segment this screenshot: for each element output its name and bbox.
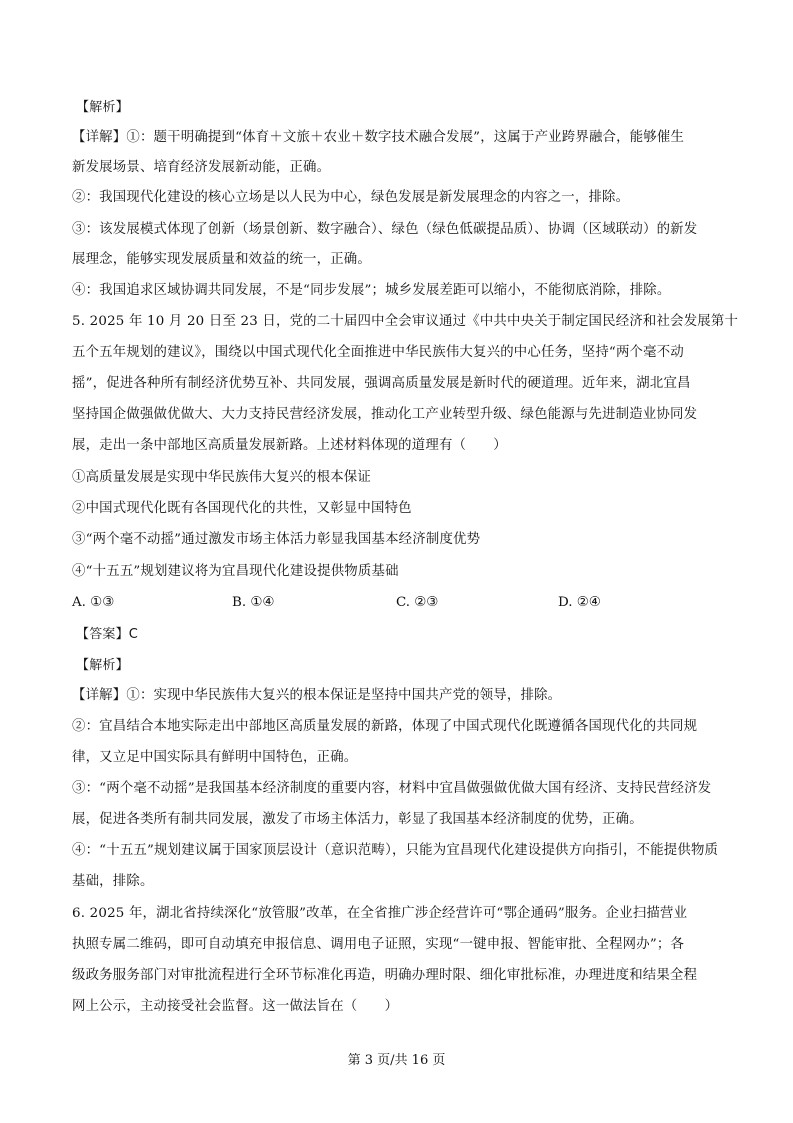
- q5-item-4: ④“十五五”规划建议将为宜昌现代化建设提供物质基础: [72, 564, 399, 579]
- q5-stem-line-3: 摇”，促进各种所有制经济优势互补、共同发展，强调高质量发展是新时代的硬道理。近年来，湖北宜昌: [72, 376, 691, 391]
- q5-stem-line-5: 展，走出一条中部地区高质量发展新路。上述材料体现的道理有（ ）: [72, 438, 507, 453]
- q4-detail-4: ④：我国追求区域协调共同发展，不是“同步发展”；城乡发展差距可以缩小，不能彻底消除，排除。: [72, 283, 671, 298]
- q4-detail-1: 【详解】①：题干明确提到“体育＋文旅＋农业＋数字技术融合发展”，这属于产业跨界融合，能够催生: [72, 130, 685, 145]
- page-number-footer: 第 3 页/共 16 页: [347, 1053, 446, 1068]
- q5-answer: 【答案】C: [76, 627, 139, 642]
- q5-item-3: ③“两个毫不动摇”通过激发市场主体活力彰显我国基本经济制度优势: [72, 532, 481, 547]
- q5-detail-3: ③：“两个毫不动摇”是我国基本经济制度的重要内容，材料中宜昌做强做优做大国有经济、支持民营经济发: [72, 781, 712, 796]
- q4-detail-2: ②：我国现代化建设的核心立场是以人民为中心，绿色发展是新发展理念的内容之一，排除。: [72, 190, 630, 205]
- q6-stem-line-4: 网上公示，主动接受社会监督。这一做法旨在（ ）: [72, 999, 399, 1014]
- q5-stem-line-1: 5. 2025 年 10 月 20 日至 23 日，党的二十届四中全会审议通过《中共中央关于制定国民经济和社会发展第十: [72, 314, 739, 329]
- q4-detail-3: ③：该发展模式体现了创新（场景创新、数字融合）、绿色（绿色低碳提品质）、协调（区域联动）的新发: [72, 222, 698, 237]
- q6-stem-line-3: 级政务服务部门对审批流程进行全环节标准化再造，明确办理时限、细化审批标准，办理进度和结果全程: [72, 968, 698, 983]
- q5-item-1: ①高质量发展是实现中华民族伟大复兴的根本保证: [72, 470, 371, 485]
- q5-detail-2-cont: 律，又立足中国实际具有鲜明中国特色，正确。: [72, 750, 358, 765]
- q5-option-a: A. ①③: [72, 595, 115, 610]
- q5-stem-line-4: 坚持国企做强做优做大、大力支持民营经济发展，推动化工产业转型升级、绿色能源与先进制造业协同发: [72, 407, 698, 422]
- q4-detail-3-cont: 展理念，能够实现发展质量和效益的统一，正确。: [72, 252, 371, 267]
- q5-option-b: B. ①④: [232, 595, 275, 610]
- q6-stem-line-1: 6. 2025 年，湖北省持续深化“放管服”改革，在全省推广涉企经营许可“鄂企通码”服务。企业扫描营业: [72, 906, 688, 921]
- q6-stem-line-2: 执照专属二维码，即可自动填充申报信息、调用电子证照，实现“一键申报、智能审批、全程网办”；各: [72, 937, 685, 952]
- q4-analysis-label: 【解析】: [76, 100, 129, 115]
- q5-detail-4: ④：“十五五”规划建议属于国家顶层设计（意识范畴），只能为宜昌现代化建设提供方向指引，不能提供物质: [72, 843, 719, 858]
- q5-detail-3-cont: 展，促进各类所有制共同发展，激发了市场主体活力，彰显了我国基本经济制度的优势，正确。: [72, 812, 643, 827]
- q5-analysis-label: 【解析】: [76, 658, 129, 673]
- q5-stem-line-2: 五个五年规划的建议》，围绕以中国式现代化全面推进中华民族伟大复兴的中心任务，坚持“两个毫不动: [72, 345, 684, 360]
- q5-option-d: D. ②④: [558, 595, 601, 610]
- q5-item-2: ②中国式现代化既有各国现代化的共性，又彰显中国特色: [72, 501, 412, 516]
- q4-detail-1-cont: 新发展场景、培育经济发展新动能，正确。: [72, 160, 331, 175]
- q5-detail-4-cont: 基础，排除。: [72, 874, 154, 889]
- q5-detail-2: ②：宜昌结合本地实际走出中部地区高质量发展的新路，体现了中国式现代化既遵循各国现代化的共同规: [72, 719, 698, 734]
- q5-option-c: C. ②③: [396, 595, 439, 610]
- q5-detail-1: 【详解】①：实现中华民族伟大复兴的根本保证是坚持中国共产党的领导，排除。: [72, 688, 562, 703]
